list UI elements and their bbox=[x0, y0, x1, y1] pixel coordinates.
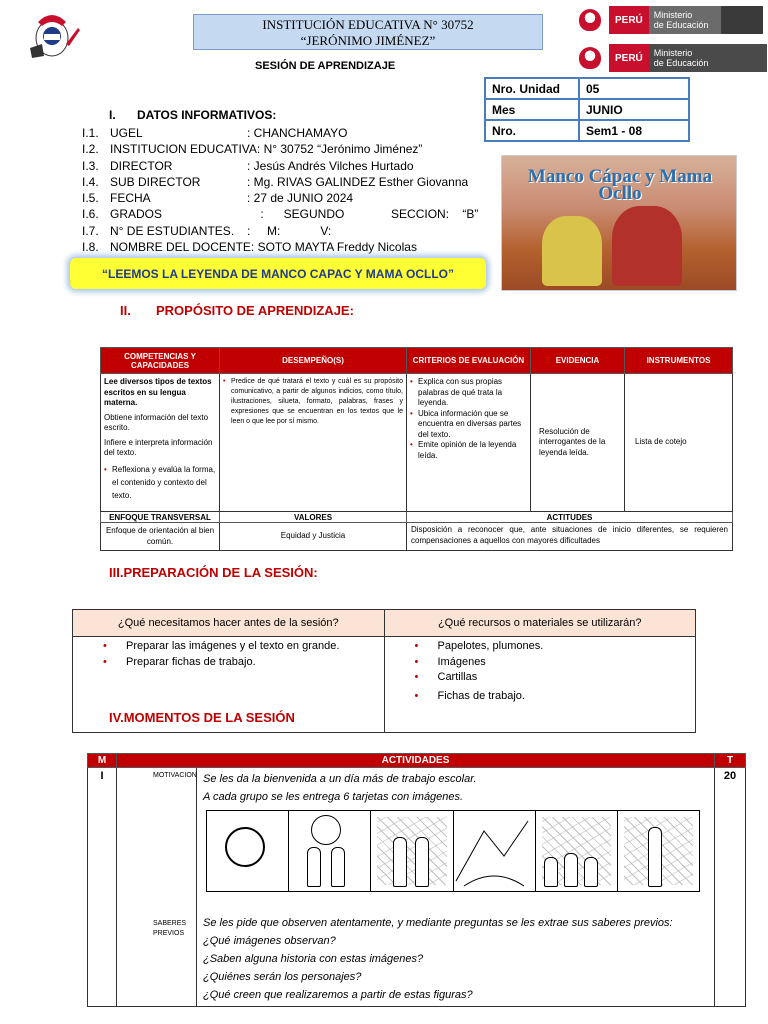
book-cover-image bbox=[501, 155, 737, 291]
picture-cards-strip bbox=[206, 810, 700, 892]
table-header-row: COMPETENCIAS Y CAPACIDADES DESEMPEÑO(S) CRITERIOS DE EVALUACIÓN EVIDENCIA INSTRUMENTOS bbox=[101, 348, 733, 374]
institution-title-box bbox=[193, 14, 543, 50]
peru-label: PERÚ bbox=[609, 6, 649, 34]
institution-line1: INSTITUCIÓN EDUCATIVA N° 30752 bbox=[262, 17, 474, 32]
table-row: Mes JUNIO bbox=[485, 99, 689, 120]
minedu-logo-top bbox=[573, 6, 763, 34]
list-item: • Cartillas bbox=[415, 670, 696, 686]
datos-heading: I. DATOS INFORMATIVOS: bbox=[109, 108, 277, 122]
table-row bbox=[88, 768, 746, 1007]
list-item: • Fichas de trabajo. bbox=[415, 689, 696, 705]
table-header-row: ¿Qué necesitamos hacer antes de la sesión? ¿Qué recursos o materiales se utilizarán? bbox=[73, 610, 696, 637]
list-item: I.8. NOMBRE DEL DOCENTE: SOTO MAYTA Freddy Nicolas bbox=[82, 240, 417, 255]
table-row: Nro. Sem1 - 08 bbox=[485, 120, 689, 141]
recursos-cell bbox=[384, 637, 696, 733]
evidencia-cell: Resolución de interrogantes de la leyenda leída. bbox=[531, 374, 625, 512]
cover-title: Manco Cápac y Mama Ocllo bbox=[527, 166, 713, 204]
sun-picture bbox=[207, 811, 289, 891]
session-title: SESIÓN DE APRENDIZAJE bbox=[255, 60, 396, 72]
list-item: • Preparar fichas de trabajo. bbox=[103, 655, 384, 671]
list-item: I.2. INSTITUCION EDUCATIVA: N° 30752 “Jerónimo Jiménez” bbox=[82, 142, 423, 157]
ministry-label: Ministerio de Educación bbox=[649, 44, 767, 72]
minedu-logo-bottom bbox=[573, 44, 767, 72]
list-item: I.3. DIRECTOR : Jesús Andrés Vilches Hurtado bbox=[82, 158, 414, 173]
table-row: Nro. Unidad 05 bbox=[485, 78, 689, 99]
peru-shield-icon bbox=[573, 6, 609, 34]
competencias-table bbox=[100, 347, 733, 551]
section-3-heading: III.PREPARACIÓN DE LA SESIÓN: bbox=[109, 565, 318, 580]
unit-table bbox=[484, 77, 690, 142]
table-header-row: M ACTIVIDADES T bbox=[88, 754, 746, 768]
table-subheader-row: ENFOQUE TRANSVERSAL VALORES ACTITUDES bbox=[101, 512, 733, 523]
inca-king-picture bbox=[618, 811, 699, 891]
competencia-cell: Lee diversos tipos de textos escritos en su lengua materna. Obtiene información del texto escrito. Infiere e interpreta información del texto. • Reflexiona y evalúa la forma, el contenido y contexto del texto. bbox=[101, 374, 220, 512]
criterios-cell: • Explica con sus propias palabras de qué trata la leyenda. • Ubica información que se encuentra en diversas partes del texto. • Emite opinión de la leyenda leída. bbox=[407, 374, 531, 512]
people-group-picture bbox=[536, 811, 618, 891]
list-item: I.6. GRADOS : SEGUNDO SECCION: “B” bbox=[82, 207, 479, 222]
phase-cell: MOTIVACION SABERES PREVIOS bbox=[117, 768, 197, 1007]
instrumento-cell: Lista de cotejo bbox=[625, 374, 733, 512]
list-item: I.1. UGEL : CHANCHAMAYO bbox=[82, 126, 348, 140]
inca-couple-picture bbox=[371, 811, 453, 891]
datos-list bbox=[82, 125, 492, 255]
list-item: I.5. FECHA : 27 de JUNIO 2024 bbox=[82, 191, 354, 206]
mountain-picture bbox=[454, 811, 536, 891]
table-row bbox=[101, 374, 733, 512]
section-4-heading: IV.MOMENTOS DE LA SESIÓN bbox=[109, 710, 295, 725]
list-item: • Preparar las imágenes y el texto en grande. bbox=[103, 639, 384, 655]
list-item: • Imágenes bbox=[415, 655, 696, 671]
list-item: • Papelotes, plumones. bbox=[415, 639, 696, 655]
list-item: I.7. N° DE ESTUDIANTES. : M: V: bbox=[82, 223, 332, 238]
list-item: I.4. SUB DIRECTOR : Mg. RIVAS GALINDEZ Esther Giovanna bbox=[82, 174, 469, 189]
peru-label: PERÚ bbox=[609, 44, 649, 72]
sun-couple-picture bbox=[289, 811, 371, 891]
section-2-heading: II. PROPÓSITO DE APRENDIZAJE: bbox=[120, 303, 354, 318]
time-cell: 20 bbox=[715, 768, 746, 1007]
ministry-label: Ministerio de Educación bbox=[649, 6, 721, 34]
lesson-title-banner: “LEEMOS LA LEYENDA DE MANCO CAPAC Y MAMA OCLLO” bbox=[70, 258, 486, 289]
desempeno-cell: • Predice de qué tratará el texto y cuál es su propósito comunicativo, a partir de algunos indicios, como título, ilustraciones, silueta, formato, palabras, frases y expresiones que se encuentran en los textos que le leen o que lee por sí mismo. bbox=[220, 374, 407, 512]
peru-shield-icon bbox=[573, 44, 609, 72]
momentos-table bbox=[87, 753, 746, 1007]
school-logo bbox=[22, 8, 84, 64]
table-row: Enfoque de orientación al bien común. Equidad y Justicia Disposición a reconocer que, ante situaciones de inicio diferentes, se requieren compensaciones a aquellos con mayores dificultades bbox=[101, 523, 733, 551]
institution-line2: “JERÓNIMO JIMÉNEZ” bbox=[300, 33, 436, 48]
activities-cell: Se les da la bienvenida a un día más de trabajo escolar. A cada grupo se les entrega 6 tarjetas con imágenes. Se les pide que observen atentamente, y mediante preguntas se les extrae sus saberes previos: ¿Qué imágenes observan? ¿Saben alguna historia con estas imágenes? ¿Quiénes serán los personajes? ¿Qué creen que realizaremos a partir de estas figuras? bbox=[197, 768, 715, 1007]
moment-number: I bbox=[88, 768, 117, 1007]
